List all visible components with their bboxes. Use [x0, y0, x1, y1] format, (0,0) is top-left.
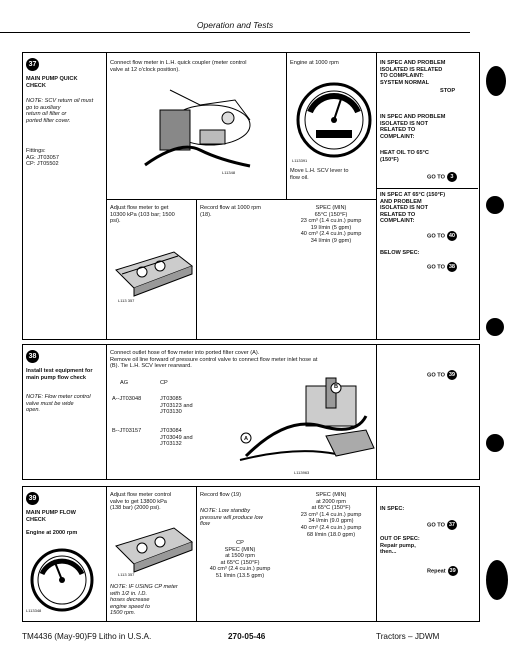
installation-illustration — [226, 376, 376, 472]
figure-label: L113 357 — [118, 298, 135, 303]
binder-hole — [486, 66, 506, 96]
col-cp: CP — [160, 380, 168, 386]
instruction: Adjust flow meter control valve to get 13800 kPa (138 bar) (2000 psi). — [110, 492, 172, 512]
goto-link[interactable]: GO TO 38 — [427, 264, 456, 271]
spec-values: SPEC (MIN) 65°C (150°F) 23 cm³ (1.4 cu.in.) pump 19 l/min (5 gpm) 40 cm³ (2.4 cu.in.) pump 34 l/min (9 gpm) — [300, 205, 362, 244]
note: NOTE: Low standby pressure will produce low flow — [200, 508, 263, 528]
figure-label: L113 357 — [118, 572, 135, 577]
header-rule — [0, 32, 470, 33]
row-b-key: B--JT03157 — [112, 428, 142, 434]
step-number-39: 39 — [26, 492, 39, 505]
binder-hole — [486, 196, 504, 214]
goto-link[interactable]: GO TO 3 — [427, 172, 457, 182]
instruction: Move L.H. SCV lever to flow oil. — [290, 168, 349, 181]
result-in-spec-related: IN SPEC AND PROBLEM ISOLATED IS RELATED TO COMPLAINT: SYSTEM NORMAL — [380, 60, 446, 86]
step-number-37: 37 — [26, 58, 39, 71]
binder-hole — [486, 318, 504, 336]
result-in-spec: IN SPEC: — [380, 506, 405, 512]
note: NOTE: IF USING CP meter with 1/2 in. I.D. hoses decrease engine speed to 1500 rpm. — [110, 584, 178, 617]
binder-hole — [486, 560, 508, 600]
callout-b: B — [334, 384, 339, 390]
instruction: Adjust flow meter to get 10300 kPa (103 bar; 1500 psi). — [110, 205, 175, 225]
spec-values: SPEC (MIN) at 2000 rpm at 65°C (150°F) 23 cm³ (1.4 cu.in.) pump 34 l/min (9.0 gpm) 40 cm³ (2.4 cu.in.) pump 68 l/min (18.0 gpm) — [300, 492, 362, 538]
pressure-gauge-illustration — [30, 548, 94, 612]
pressure-gauge-illustration — [296, 82, 372, 158]
flow-meter-illustration — [112, 524, 194, 574]
callout-a: A — [244, 436, 249, 442]
step-title: Install test equipment for main pump flow check — [26, 368, 93, 381]
col-ag: AG — [120, 380, 129, 386]
goto-link[interactable]: GO TO 37 — [427, 522, 456, 529]
fittings: Fittings: AG: JT03057 CP: JT05502 — [26, 148, 59, 168]
binder-hole — [486, 434, 504, 452]
note: NOTE: SCV return oil must go to auxiliary return oil filter or ported filter cover. — [26, 98, 94, 124]
footer-page-number: 270-05-46 — [228, 632, 266, 641]
flow-meter-illustration — [112, 248, 194, 298]
instruction: Connect outlet hose of flow meter into ported filter cover (A). Remove oil line forward of pressure control valve to connect flow meter inlet hose at (B). Tie L.H. SCV lever rearward. — [110, 350, 318, 370]
result-in-spec-at-65: IN SPEC AT 65°C (150°F) AND PROBLEM ISOLATED IS NOT RELATED TO COMPLAINT: — [380, 192, 446, 225]
result-out-of-spec: OUT OF SPEC: Repair pump, then... — [380, 536, 420, 556]
cp-spec: CP SPEC (MIN) at 1500 rpm at 65°C (150°F) 40 cm³ (2.4 cu.in.) pump 51 l/min (13.5 gpm) — [209, 540, 271, 579]
step-number-38: 38 — [26, 350, 39, 363]
note: NOTE: Flow meter control valve must be wide open. — [26, 394, 91, 414]
figure-label: L113348 — [26, 608, 42, 613]
result-below-spec: BELOW SPEC: — [380, 250, 420, 256]
flow-meter-connection-illustration — [140, 80, 270, 176]
step-title: MAIN PUMP QUICK CHECK — [26, 76, 78, 89]
stop-label: STOP — [440, 88, 456, 94]
goto-link[interactable]: GO TO 40 — [427, 233, 456, 240]
footer-left: TM4436 (May-90)F9 Litho in U.S.A. — [22, 632, 152, 641]
instruction: Connect flow meter in L.H. quick coupler (meter control valve at 12 o'clock position). — [110, 60, 247, 73]
engine-speed: Engine at 1000 rpm — [290, 60, 339, 66]
row-a-key: A--JT03048 — [112, 396, 142, 402]
engine-speed: Engine at 2000 rpm — [26, 530, 78, 536]
record-instruction: Record flow at 1000 rpm (18). — [200, 205, 261, 218]
heat-oil-instruction: HEAT OIL TO 65°C (150°F) — [380, 150, 429, 163]
goto-link[interactable]: GO TO 39 — [427, 372, 456, 379]
page-header: Operation and Tests — [196, 20, 274, 30]
figure-label: L113963 — [294, 470, 310, 475]
step-title: MAIN PUMP FLOW CHECK — [26, 510, 76, 523]
figure-label: L11348 — [222, 170, 236, 175]
footer-right: Tractors – JDWM — [376, 632, 440, 641]
row-b-val: JT03084 JT03049 and JT03132 — [160, 428, 193, 448]
repeat-link[interactable]: Repeat 39 — [427, 568, 456, 575]
row-a-val: JT03085 JT03123 and JT03130 — [160, 396, 193, 416]
figure-label: L113391 — [292, 158, 308, 163]
record-instruction: Record flow (19) — [200, 492, 242, 498]
result-in-spec-not-related: IN SPEC AND PROBLEM ISOLATED IS NOT RELATED TO COMPLAINT: — [380, 114, 446, 140]
